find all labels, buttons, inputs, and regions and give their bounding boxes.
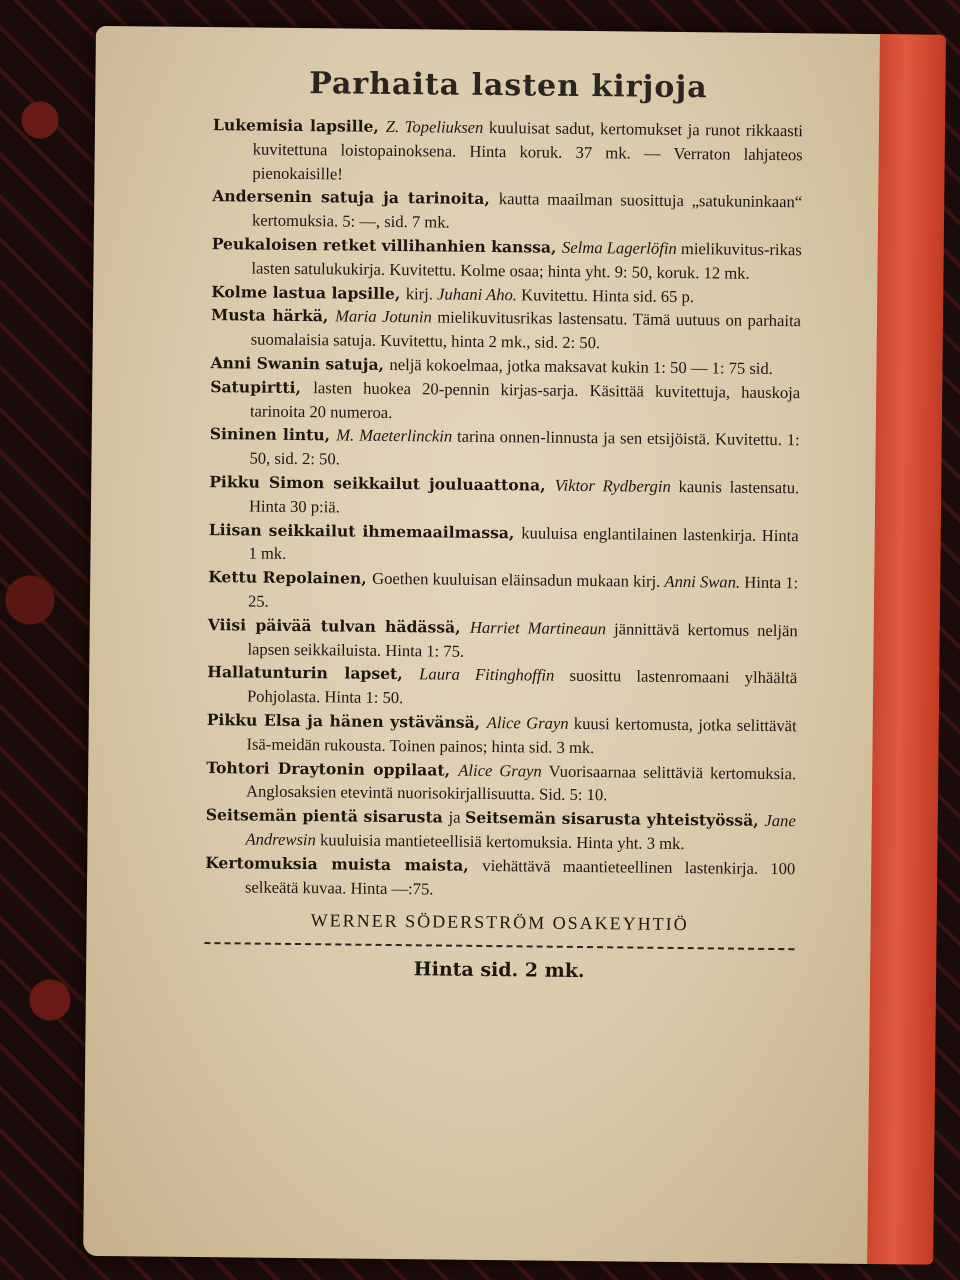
description: kuuluisat sadut, kertomukset ja runot rikkaasti kuvitettuna loistopainoksena. Hinta koruk. 37 mk. — Verraton lahjateos pienokaisille! — [252, 117, 804, 184]
book-title: Pikku Elsa ja hänen ystävänsä, — [206, 709, 487, 732]
book-title: Liisan seikkailut ihmemaailmassa, — [208, 519, 522, 542]
list-item — [209, 470, 799, 524]
description: lasten huokea 20-pennin kirjas-sarja. Käsittää kuvitettuja, hauskoja tarinoita 20 numeroa. — [249, 377, 801, 422]
book-title: Kettu Repolainen, — [208, 567, 373, 588]
list-item — [206, 708, 796, 762]
book-title: Andersenin satuja ja tarinoita, — [212, 186, 499, 209]
author: M. Maeterlinckin — [336, 425, 458, 447]
description: Hinta 1: 25. — [247, 572, 799, 611]
list-item — [208, 518, 798, 572]
book-title: Hallatunturin lapset, — [207, 662, 420, 684]
author: Anni Swan. — [664, 571, 745, 592]
book-title: Pikku Simon seikkailut jouluaattona, — [209, 472, 555, 495]
description: suosittu lastenromaani ylhäältä Pohjolasta. Hinta 1: 50. — [246, 666, 798, 708]
description: kuuluisa englantilainen lastenkirja. Hinta 1 mk. — [248, 522, 799, 564]
description: kautta maailman suosittuja „satukuninkaan“ kertomuksia. 5: —, sid. 7 mk. — [251, 189, 803, 232]
list-item — [208, 565, 798, 619]
description: neljä kokoelmaa, jotka maksavat kukin 1: 50 — 1: 75 sid. — [389, 354, 773, 378]
description: Vuorisaarnaa selittäviä kertomuksia. Anglosaksien etevintä nuorisokirjallisuutta. Sid. 5: 10. — [245, 761, 797, 805]
book-back-cover — [83, 26, 886, 1264]
author: Harriet Martineaun — [469, 617, 615, 639]
list-item — [206, 756, 796, 810]
list-item — [207, 660, 797, 714]
author: Maria Jotunin — [335, 306, 438, 327]
book-title: Tohtori Draytonin oppilaat, — [206, 757, 459, 780]
book-title: Seitsemän pientä sisarusta — [205, 805, 449, 827]
description: jännittävä kertomus neljän lapsen seikkailuista. Hinta 1: 75. — [247, 619, 798, 661]
list-item — [205, 851, 795, 905]
list-item — [210, 375, 800, 429]
book-title: Peukaloisen retket villihanhien kanssa, — [211, 234, 563, 257]
publisher: WERNER SÖDERSTRÖM OSAKEYHTIÖ — [310, 910, 689, 935]
description: Kuvitettu. Hinta sid. 65 p. — [521, 284, 695, 306]
list-item — [207, 613, 797, 667]
book-list — [205, 113, 803, 904]
book-title: Anni Swanin satuja, — [210, 353, 390, 374]
book-title: Seitsemän sisarusta yhteistyössä, — [464, 807, 765, 831]
divider — [204, 942, 794, 950]
description: kirj. — [405, 283, 438, 304]
author: Alice Grayn — [486, 712, 574, 733]
book-title: Satupirtti, — [210, 376, 314, 397]
book-title: Sininen lintu, — [209, 424, 337, 445]
book-title: Lukemisia lapsille, — [212, 115, 386, 136]
list-item — [212, 113, 803, 191]
author: Jane Andrewsin — [245, 811, 796, 850]
author: Viktor Rydbergin — [554, 475, 679, 496]
catalog-content — [204, 63, 804, 986]
description: viehättävä maantieteellinen lastenkirja. 100 selkeätä kuvaa. Hinta —:75. — [244, 855, 796, 898]
author: Juhani Aho. — [437, 284, 522, 304]
description: mielikuvitusrikas lastensatu. Tämä uutuus on parhaita suomalaisia satuja. Kuvitettu, hinta 2 mk., sid. 2: 50. — [250, 307, 802, 353]
book-title: Musta härkä, — [210, 305, 336, 326]
book-title: Viisi päivää tulvan hädässä, — [207, 614, 471, 637]
list-item — [205, 803, 795, 857]
author: Laura Fitinghoffin — [419, 664, 570, 686]
list-item — [211, 303, 801, 357]
description: mielikuvitus-rikas lasten satulukukirja. Kuvitettu. Kolme osaa; hinta yht. 9: 50, koruk. 12 mk. — [251, 238, 802, 283]
description: kaunis lastensatu. Hinta 30 p:iä. — [248, 476, 800, 517]
author: Selma Lagerlöfin — [561, 237, 682, 258]
list-item — [209, 422, 799, 476]
description: Goethen kuuluisan eläinsadun mukaan kirj. — [372, 568, 665, 591]
description: kuusi kertomusta, jotka selittävät Isä-meidän rukousta. Toinen painos; hinta sid. 3 mk. — [246, 713, 797, 757]
price: Hinta sid. 2 mk. — [413, 958, 585, 983]
page-title: Parhaita lasten kirjoja — [309, 66, 708, 106]
description: tarina onnen-linnusta ja sen etsijöistä. Kuvitettu. 1: 50, sid. 2: 50. — [249, 427, 800, 469]
book-spine — [867, 34, 946, 1265]
book-title: Kolme lastua lapsille, — [211, 281, 406, 303]
description: ja — [448, 807, 466, 827]
description: kuuluisia mantieteellisiä kertomuksia. Hinta yht. 3 mk. — [319, 830, 685, 853]
list-item — [211, 232, 801, 286]
author: Z. Topeliuksen — [385, 116, 490, 137]
list-item — [212, 184, 802, 238]
book-title: Kertomuksia muista maista, — [205, 852, 483, 875]
author: Alice Grayn — [458, 760, 549, 781]
